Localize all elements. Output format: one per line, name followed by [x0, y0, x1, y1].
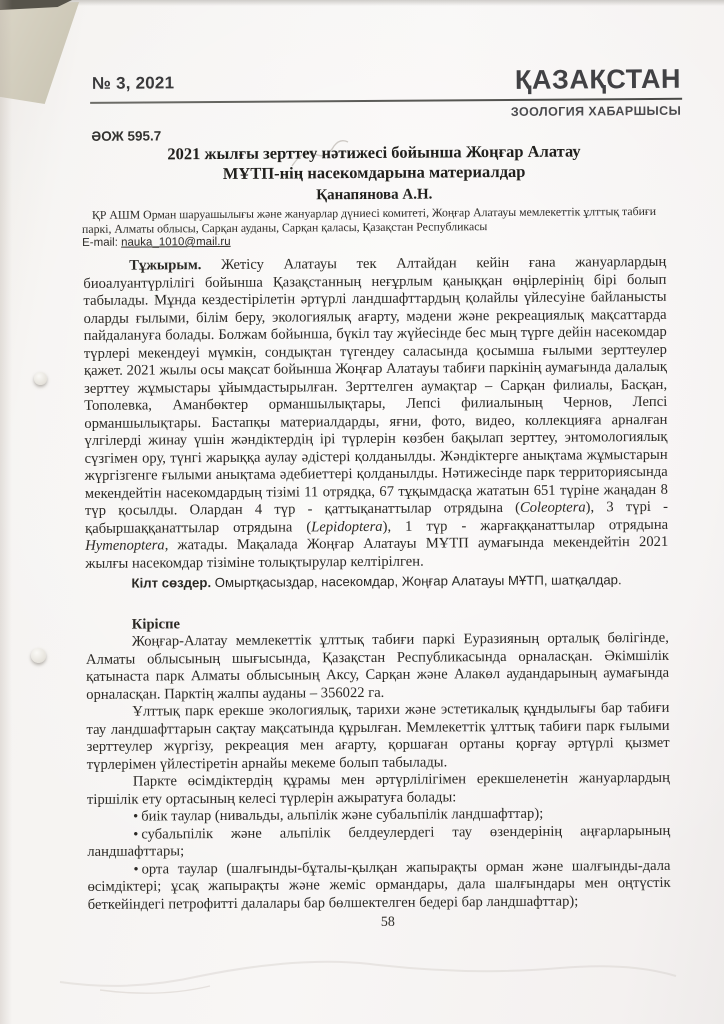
- intro-paragraph-2: Ұлттық парк ерекше экологиялық, тарихи және эстетикалық құндылығы бар табиғи тау ландшафттарын сақтау мақсатында құрылған. Мемлекеттік ұлттық табиғи парк ғылыми зерттеулер жүргізу, рекреация мен ағарту, қоршаған ортаны қорғау әртүрлі қызмет түрлерімен үйлестіретін арнайы мекеме болып табылады.: [86, 699, 670, 773]
- keywords-text: Омыртқасыздар, насекомдар, Жоңғар Алатауы МҰТП, шатқалдар.: [214, 572, 622, 591]
- abstract-text-4: , жатады. Мақалада Жоңғар Алатауы МҰТП аумағында мекендейтін 2021 жылғы насекомдар тізіміне толықтырулар келтірілген.: [85, 533, 669, 572]
- article-body: [83, 254, 671, 914]
- article-title-line-2: МҰТП-нің насекомдарына материалдар: [222, 161, 526, 183]
- keywords-label: Кілт сөздер.: [131, 575, 212, 591]
- bullet-text-3: орта таулар (шалғынды-бұталы-қылқан жапырақты орман және шалғынды-дала өсімдіктері; ұсақ жапырақты және жеміс ормандары, дала шалғындары мен оңтүстік беткейіндегі петрофитті далалары бар бөлшектелген бедері бар ландшафттар);: [87, 857, 671, 913]
- article-title: [82, 141, 665, 184]
- species-name-coleoptera: Coleoptera: [519, 499, 586, 516]
- bullet-marker: •: [133, 861, 139, 878]
- journal-subtitle: ЗООЛОГИЯ ХАБАРШЫСЫ: [510, 103, 682, 119]
- header-rule: [90, 98, 682, 104]
- email-link[interactable]: nauka_1010@mail.ru: [121, 235, 231, 249]
- abstract-text-2: ), 3 түрі - қабыршаққанаттылар отрядына (: [85, 498, 669, 537]
- abstract-text-3: ), 1 түр - жарғаққанаттылар отрядына: [382, 516, 669, 535]
- intro-paragraph-3: Паркте өсімдіктердің құрамы мен әртүрлілігімен ерекшеленетін жануарлардың тіршілік ету ортасының келесі түрлерін ажыратуға болады:: [86, 769, 670, 808]
- bullet-marker: •: [133, 826, 139, 843]
- keywords-line: [85, 571, 668, 593]
- journal-issue: № 3, 2021: [91, 73, 175, 93]
- section-heading-introduction: Кіріспе: [131, 615, 181, 633]
- bullet-item-3: [87, 857, 670, 914]
- journal-title: ҚАЗАҚСТАН: [514, 63, 682, 95]
- abstract-label: Тұжырым.: [129, 257, 202, 274]
- email-label: E-mail:: [82, 236, 118, 249]
- article-title-line-1: 2021 жылғы зерттеу нәтижесі бойынша Жоңғар Алатау: [167, 141, 581, 164]
- abstract-paragraph: [83, 254, 668, 573]
- article-author: Қанапянова А.Н.: [316, 186, 433, 204]
- bullet-item-2: [87, 822, 670, 861]
- species-name-hymenoptera: Hymenoptera: [85, 537, 165, 554]
- abstract-text-1: Жетісу Алатауы тек Алтайдан кейін ғана жануарлардың биоалуантүрлілігі бойынша Қазақстанның неғұрлым қаныққан өңірлерінің бірі болып табылады. Мұнда кездестірілетін әртүрлі ландшафттардың қолайлы үйлесуіне байланысты оларды ғылыми, білім беру, экологиялық ағарту, мәдени және рекреациялық мақсаттарда пайдалануға болады. Болжам бойынша, бүкіл тау жүйесінде бес мың түрге дейін насекомдар түрлері мекендеуі мүмкін, сондықтан түгендеу саласында қосымша ғылыми зерттеулер қажет. 2021 жылы осы мақсат бойынша Жоңғар Алатауы табиғи паркінің аумағында далалық зерттеу жұмыстары ұйымдастырылған. Зерттелген аумақтар – Сарқан филиалы, Басқан, Тополевка, Аманбөктер орманшылықтары, Лепсі филиалының Чернов, Лепсі орманшылықтары. Бастапқы материалдарды, яғни, фото, видео, коллекцияға арналған үлгілерді жинау үшін жәндіктердің ірі түрлерін көзбен бақылап зерттеу, энтомологиялық сүзгімен ору, түнгі жарыққа аулау әдістері қолданылды. Жәндіктерге анықтама жұмыстарын жүргізгенге ғылыми анықтама әдебиеттері қолданылды. Нәтижесінде парк территориясында мекендейтін насекомдардың тізімі 11 отрядқа, 67 тұқымдасқа жататын 651 түріне жаңадан 8 түр қосылды. Олардан 4 түр - қаттықанаттылар отрядына (: [83, 253, 668, 519]
- bullet-marker: •: [133, 808, 139, 825]
- bullet-text-1: биік таулар (нивальды, альпілік және субальпілік ландшафттар);: [141, 805, 544, 825]
- species-name-lepidoptera: Lepidoptera: [311, 518, 383, 535]
- email-line: [82, 236, 231, 249]
- article-affiliation: ҚР АШМ Орман шаруашылығы және жануарлар дүниесі комитеті, Жоңғар Алатауы мемлекеттік ұлттық табиғи паркі, Алматы облысы, Сарқан ауданы, Сарқан қаласы, Қазақстан Республикасы: [81, 203, 657, 237]
- page-number: 58: [380, 914, 395, 930]
- intro-paragraph-1: Жоңғар-Алатау мемлекеттік ұлттық табиғи паркі Еуразияның орталық бөлігінде, Алматы облысының шығысында, Қазақстан Республикасында орналасқан. Әкімшілік қатынаста парк Алматы облысының Аксу, Сарқан және Алакөл аудандарының аумағында орналасқан. Парктің жалпы ауданы – 356022 га.: [85, 629, 670, 703]
- bullet-text-2: субальпілік және альпілік белдеулердегі тау өзендерінің аңғарларының ландшафттары;: [87, 822, 671, 860]
- udc-code: ӘОЖ 595.7: [91, 128, 162, 144]
